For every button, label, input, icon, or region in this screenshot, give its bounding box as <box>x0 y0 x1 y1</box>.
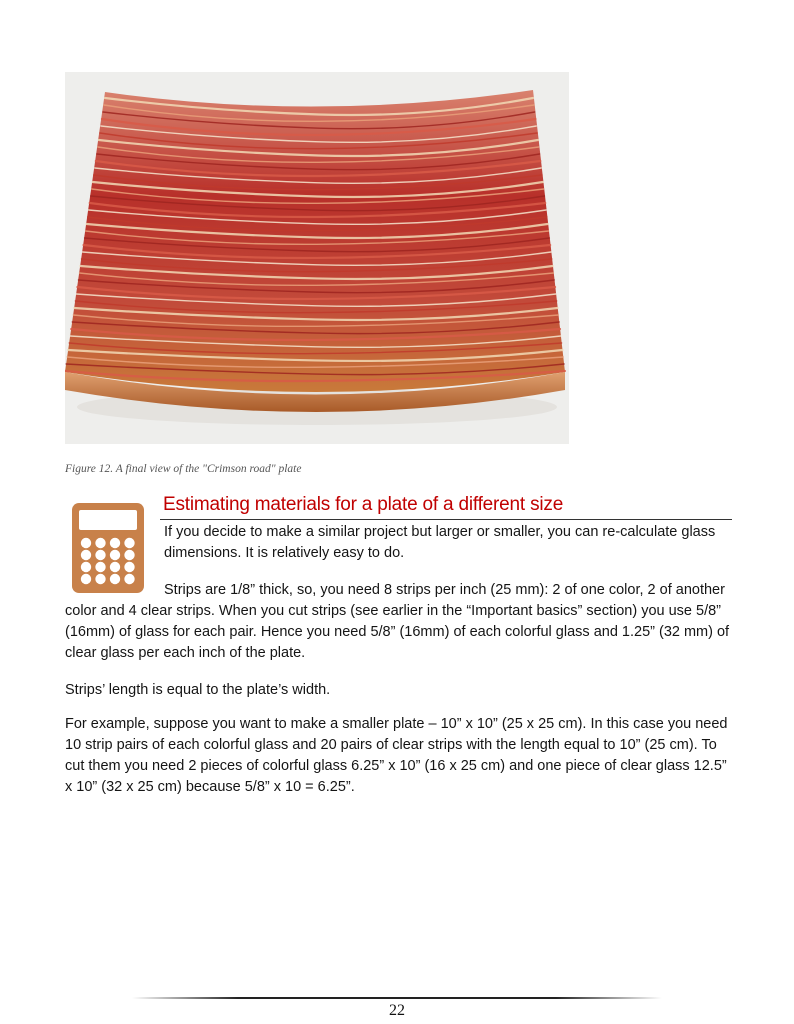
section-title: Estimating materials for a plate of a different size <box>163 494 564 515</box>
plate-illustration <box>65 72 569 444</box>
footer-divider <box>132 997 662 999</box>
calculator-key-icon <box>81 550 91 560</box>
crimson-road-plate-photo <box>65 72 569 444</box>
calculator-key-icon <box>95 538 105 548</box>
calculator-key-icon <box>81 562 91 572</box>
calculator-key-icon <box>110 562 120 572</box>
intro-paragraph: If you decide to make a similar project but larger or smaller, you can re-calculate glass dimensions. It is relatively easy to do. <box>164 524 716 561</box>
figure-caption: Figure 12. A final view of the "Crimson road" plate <box>65 463 302 475</box>
calculator-key-icon <box>95 550 105 560</box>
calculator-key-icon <box>81 538 91 548</box>
calculator-key-icon <box>110 538 120 548</box>
calculator-key-icon <box>110 550 120 560</box>
calculator-key-icon <box>124 538 134 548</box>
example-paragraph: For example, suppose you want to make a smaller plate – 10” x 10” (25 x 25 cm). In this case you need 10 strip pairs of each colorful glass and 20 pairs of clear strips with the length equal to 10” (25 cm). To cut them you need 2 pieces of colorful glass 6.25” x 10” (16 x 25 cm) and one piece of clear glass 12.5” x 10” (32 x 25 cm) because 5/8” x 10 = 6.25”. <box>65 716 728 795</box>
calculator-key-icon <box>124 562 134 572</box>
page-number: 22 <box>389 1002 405 1019</box>
title-underline <box>160 519 732 520</box>
length-paragraph: Strips’ length is equal to the plate’s width. <box>65 682 331 698</box>
calculator-key-icon <box>95 562 105 572</box>
calculator-key-icon <box>124 550 134 560</box>
strips-paragraph: Strips are 1/8” thick, so, you need 8 strips per inch (25 mm): 2 of one color, 2 of another color and 4 clear strips. When you cut strips (see earlier in the “Important basics” section) you use 5/8” (16mm) of glass for each pair. Hence you need 5/8” (16mm) of each colorful glass and 1.25” (32 mm) of clear glass per each inch of the plate. <box>65 582 730 661</box>
